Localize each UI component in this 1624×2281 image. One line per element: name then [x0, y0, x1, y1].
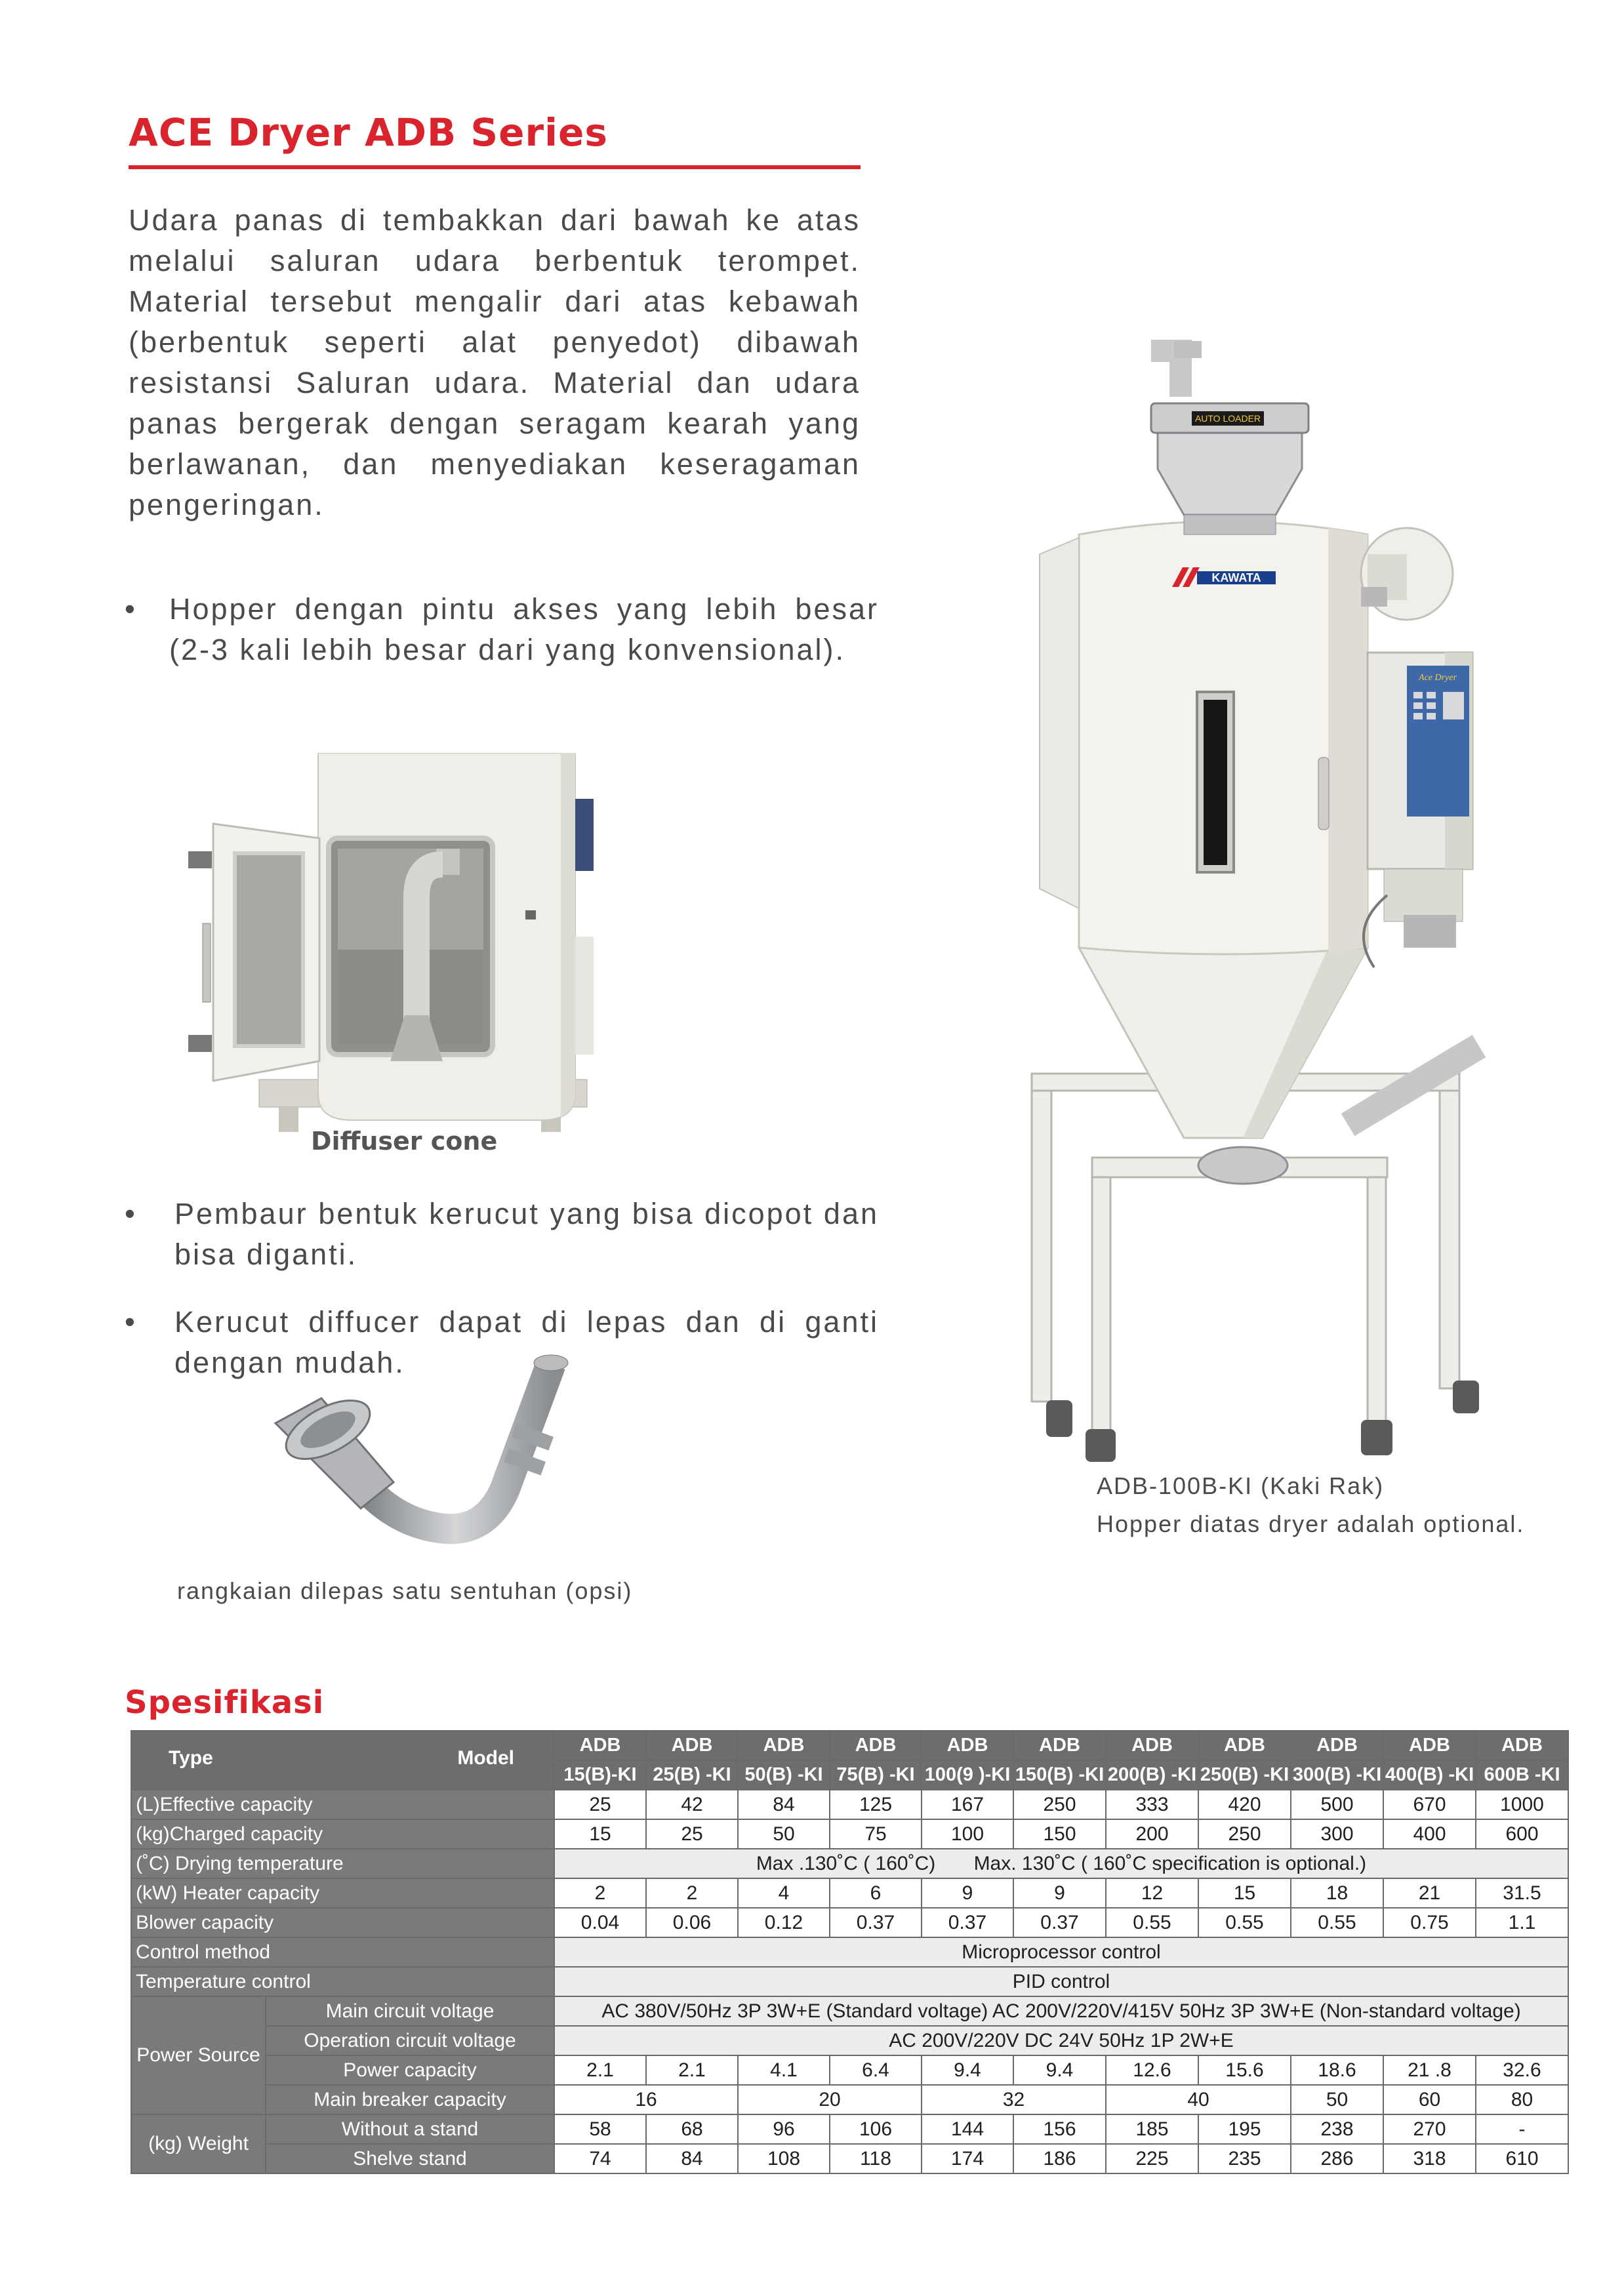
spec-cell: 6 — [830, 1878, 922, 1908]
spec-row-tempctl — [131, 1967, 1568, 1996]
model-series-5: ADB — [1013, 1731, 1106, 1760]
spec-row-control — [131, 1937, 1568, 1967]
type-label: Type — [169, 1747, 213, 1769]
spec-cell: 0.06 — [646, 1908, 738, 1937]
diffuser-photo — [174, 753, 594, 1132]
spec-cell: 21 .8 — [1383, 2055, 1476, 2085]
spec-cell: 0.75 — [1383, 1908, 1476, 1937]
spec-cell: 670 — [1383, 1790, 1476, 1819]
spec-cell: 100 — [922, 1819, 1013, 1849]
model-series-8: ADB — [1291, 1731, 1383, 1760]
spec-label-main-voltage: Main circuit voltage — [266, 1996, 554, 2026]
model-series-3: ADB — [830, 1731, 922, 1760]
spec-label-control: Control method — [131, 1937, 554, 1967]
model-code-0: 15(B)-KI — [554, 1760, 646, 1790]
bullet-dot: • — [125, 592, 137, 626]
model-series-10: ADB — [1476, 1731, 1568, 1760]
spec-cell: 250 — [1013, 1790, 1106, 1819]
spec-cell: 144 — [922, 2114, 1013, 2144]
spec-cell: 150 — [1013, 1819, 1106, 1849]
spec-cell: 12 — [1106, 1878, 1198, 1908]
bullet-item — [125, 589, 879, 670]
spec-cell: - — [1476, 2114, 1568, 2144]
spec-cell: 9.4 — [1013, 2055, 1106, 2085]
panel-label: Ace Dryer — [1419, 673, 1457, 683]
spec-cell: 18 — [1291, 1878, 1383, 1908]
model-series-9: ADB — [1383, 1731, 1476, 1760]
spec-cell: 108 — [738, 2144, 830, 2173]
spec-cell: 4.1 — [738, 2055, 830, 2085]
spec-merged-main-voltage: AC 380V/50Hz 3P 3W+E (Standard voltage) AC 200V/220V/415V 50Hz 3P 3W+E (Non-standard voltage) — [554, 1996, 1568, 2026]
model-series-7: ADB — [1198, 1731, 1291, 1760]
spec-cell: 0.37 — [830, 1908, 922, 1937]
spec-cell: 16 — [554, 2085, 738, 2114]
spec-cell: 75 — [830, 1819, 922, 1849]
spec-cell: 21 — [1383, 1878, 1476, 1908]
spec-cell: 9.4 — [922, 2055, 1013, 2085]
spec-row-power-capacity — [131, 2055, 1568, 2085]
spec-cell: 12.6 — [1106, 2055, 1198, 2085]
spec-label-heater: (kW) Heater capacity — [131, 1878, 554, 1908]
spec-cell: 4 — [738, 1878, 830, 1908]
spec-cell: 2 — [554, 1878, 646, 1908]
spec-cell: 84 — [738, 1790, 830, 1819]
spec-label-operation-voltage: Operation circuit voltage — [266, 2026, 554, 2055]
power-source-label: Power Source — [131, 1996, 266, 2114]
spec-cell: 610 — [1476, 2144, 1568, 2173]
spec-row-operation-voltage — [131, 2026, 1568, 2055]
spec-cell: 200 — [1106, 1819, 1198, 1849]
kawata-logo-text: KAWATA — [1211, 571, 1261, 584]
spec-cell: 25 — [646, 1819, 738, 1849]
model-code-4: 100(9 )-KI — [922, 1760, 1013, 1790]
spec-cell: 60 — [1383, 2085, 1476, 2114]
spec-merged-tempctl: PID control — [554, 1967, 1568, 1996]
spec-cell: 40 — [1106, 2085, 1291, 2114]
pipe-caption: rangkaian dilepas satu sentuhan (opsi) — [177, 1577, 633, 1604]
spec-cell: 118 — [830, 2144, 922, 2173]
spec-cell: 238 — [1291, 2114, 1383, 2144]
spec-cell: 32 — [922, 2085, 1106, 2114]
spec-label-effective: (L)Effective capacity — [131, 1790, 554, 1819]
spec-cell: 32.6 — [1476, 2055, 1568, 2085]
spec-cell: 286 — [1291, 2144, 1383, 2173]
spec-cell: 185 — [1106, 2114, 1198, 2144]
title-underline — [129, 165, 861, 169]
spec-table — [131, 1730, 1569, 2174]
spec-cell: 333 — [1106, 1790, 1198, 1819]
model-code-7: 250(B) -KI — [1198, 1760, 1291, 1790]
model-code-3: 75(B) -KI — [830, 1760, 922, 1790]
model-code-9: 400(B) -KI — [1383, 1760, 1476, 1790]
spec-row-weight-shelve — [131, 2144, 1568, 2173]
spec-cell: 96 — [738, 2114, 830, 2144]
spec-label-tempctl: Temperature control — [131, 1967, 554, 1996]
bullet-text: Kerucut diffucer dapat di lepas dan di ganti dengan mudah. — [174, 1305, 879, 1379]
spec-row-blower — [131, 1908, 1568, 1937]
spec-cell: 235 — [1198, 2144, 1291, 2173]
spec-cell: 25 — [554, 1790, 646, 1819]
spec-cell: 156 — [1013, 2114, 1106, 2144]
spec-cell: 80 — [1476, 2085, 1568, 2114]
spec-cell: 186 — [1013, 2144, 1106, 2173]
spec-cell: 1.1 — [1476, 1908, 1568, 1937]
spec-merged-control: Microprocessor control — [554, 1937, 1568, 1967]
machine-caption-model: ADB-100B-KI (Kaki Rak) — [1097, 1472, 1385, 1499]
spec-label-without-stand: Without a stand — [266, 2114, 554, 2144]
spec-cell: 0.12 — [738, 1908, 830, 1937]
spec-cell: 2 — [646, 1878, 738, 1908]
spec-cell: 0.55 — [1198, 1908, 1291, 1937]
spec-cell: 84 — [646, 2144, 738, 2173]
spec-cell: 400 — [1383, 1819, 1476, 1849]
spec-label-shelve-stand: Shelve stand — [266, 2144, 554, 2173]
spec-label-charged: (kg)Charged capacity — [131, 1819, 554, 1849]
model-series-0: ADB — [554, 1731, 646, 1760]
spec-cell: 9 — [1013, 1878, 1106, 1908]
spec-label-blower: Blower capacity — [131, 1908, 554, 1937]
spec-label-power-capacity: Power capacity — [266, 2055, 554, 2085]
spec-cell: 15.6 — [1198, 2055, 1291, 2085]
spec-merged-drying: Max .130˚C ( 160˚C) Max. 130˚C ( 160˚C specification is optional.) — [554, 1849, 1568, 1878]
weight-label: (kg) Weight — [131, 2114, 266, 2173]
spec-cell: 1000 — [1476, 1790, 1568, 1819]
spec-cell: 600 — [1476, 1819, 1568, 1849]
intro-paragraph: Udara panas di tembakkan dari bawah ke atas melalui saluran udara berbentuk terompet. Material tersebut mengalir dari atas kebawah (berbentuk seperti alat penyedot) dibawah resistansi Saluran udara. Material dan udara panas bergerak dengan seragam kearah yang berlawanan, dan menyediakan keseragaman pengeringan. — [129, 203, 861, 521]
spec-row-main-voltage — [131, 1996, 1568, 2026]
spec-cell: 0.55 — [1106, 1908, 1198, 1937]
spec-cell: 15 — [554, 1819, 646, 1849]
spec-cell: 58 — [554, 2114, 646, 2144]
spec-label-breaker: Main breaker capacity — [266, 2085, 554, 2114]
bullet-dot: • — [125, 1305, 137, 1339]
spec-cell: 68 — [646, 2114, 738, 2144]
spec-cell: 31.5 — [1476, 1878, 1568, 1908]
model-series-4: ADB — [922, 1731, 1013, 1760]
diffuser-pipe-photo — [262, 1351, 577, 1554]
spec-row-breaker — [131, 2085, 1568, 2114]
spec-cell: 2.1 — [646, 2055, 738, 2085]
model-code-10: 600B -KI — [1476, 1760, 1568, 1790]
spec-cell: 174 — [922, 2144, 1013, 2173]
spec-row-charged — [131, 1819, 1568, 1849]
spec-cell: 300 — [1291, 1819, 1383, 1849]
model-code-8: 300(B) -KI — [1291, 1760, 1383, 1790]
diffuser-caption: Diffuser cone — [311, 1127, 498, 1156]
bullet-dot: • — [125, 1197, 137, 1230]
spec-row-heater — [131, 1878, 1568, 1908]
spec-cell: 0.55 — [1291, 1908, 1383, 1937]
spec-cell: 0.04 — [554, 1908, 646, 1937]
spec-cell: 225 — [1106, 2144, 1198, 2173]
model-series-2: ADB — [738, 1731, 830, 1760]
spec-header-row — [131, 1731, 1568, 1760]
page-title: ACE Dryer ADB Series — [129, 110, 608, 155]
spec-cell: 420 — [1198, 1790, 1291, 1819]
spec-cell: 50 — [1291, 2085, 1383, 2114]
spec-row-drying — [131, 1849, 1568, 1878]
dryer-machine-photo — [1020, 338, 1532, 1463]
spec-cell: 270 — [1383, 2114, 1476, 2144]
spec-cell: 0.37 — [1013, 1908, 1106, 1937]
machine-caption-note: Hopper diatas dryer adalah optional. — [1097, 1510, 1525, 1537]
spec-cell: 15 — [1198, 1878, 1291, 1908]
spec-cell: 9 — [922, 1878, 1013, 1908]
model-code-1: 25(B) -KI — [646, 1760, 738, 1790]
bullet-text: Hopper dengan pintu akses yang lebih besar (2-3 kali lebih besar dari yang konvensional). — [169, 592, 879, 666]
spec-row-effective — [131, 1790, 1568, 1819]
model-label: Model — [457, 1747, 514, 1769]
spec-cell: 318 — [1383, 2144, 1476, 2173]
model-code-6: 200(B) -KI — [1106, 1760, 1198, 1790]
type-model-header — [131, 1731, 554, 1790]
spec-cell: 42 — [646, 1790, 738, 1819]
spec-cell: 167 — [922, 1790, 1013, 1819]
spec-cell: 74 — [554, 2144, 646, 2173]
spec-cell: 0.37 — [922, 1908, 1013, 1937]
spec-cell: 20 — [738, 2085, 922, 2114]
spec-cell: 50 — [738, 1819, 830, 1849]
spec-cell: 106 — [830, 2114, 922, 2144]
spec-row-weight-without — [131, 2114, 1568, 2144]
spec-cell: 18.6 — [1291, 2055, 1383, 2085]
spec-cell: 500 — [1291, 1790, 1383, 1819]
spec-merged-operation-voltage: AC 200V/220V DC 24V 50Hz 1P 2W+E — [554, 2026, 1568, 2055]
model-series-6: ADB — [1106, 1731, 1198, 1760]
model-series-1: ADB — [646, 1731, 738, 1760]
spec-cell: 6.4 — [830, 2055, 922, 2085]
spec-cell: 125 — [830, 1790, 922, 1819]
spec-cell: 195 — [1198, 2114, 1291, 2144]
spec-title: Spesifikasi — [125, 1684, 325, 1721]
model-code-5: 150(B) -KI — [1013, 1760, 1106, 1790]
bullet-text: Pembaur bentuk kerucut yang bisa dicopot dan bisa diganti. — [174, 1197, 879, 1271]
model-code-2: 50(B) -KI — [738, 1760, 830, 1790]
bullet-item — [125, 1194, 879, 1275]
spec-cell: 2.1 — [554, 2055, 646, 2085]
spec-cell: 250 — [1198, 1819, 1291, 1849]
loader-label: AUTO LOADER — [1194, 413, 1261, 424]
spec-label-drying: (˚C) Drying temperature — [131, 1849, 554, 1878]
